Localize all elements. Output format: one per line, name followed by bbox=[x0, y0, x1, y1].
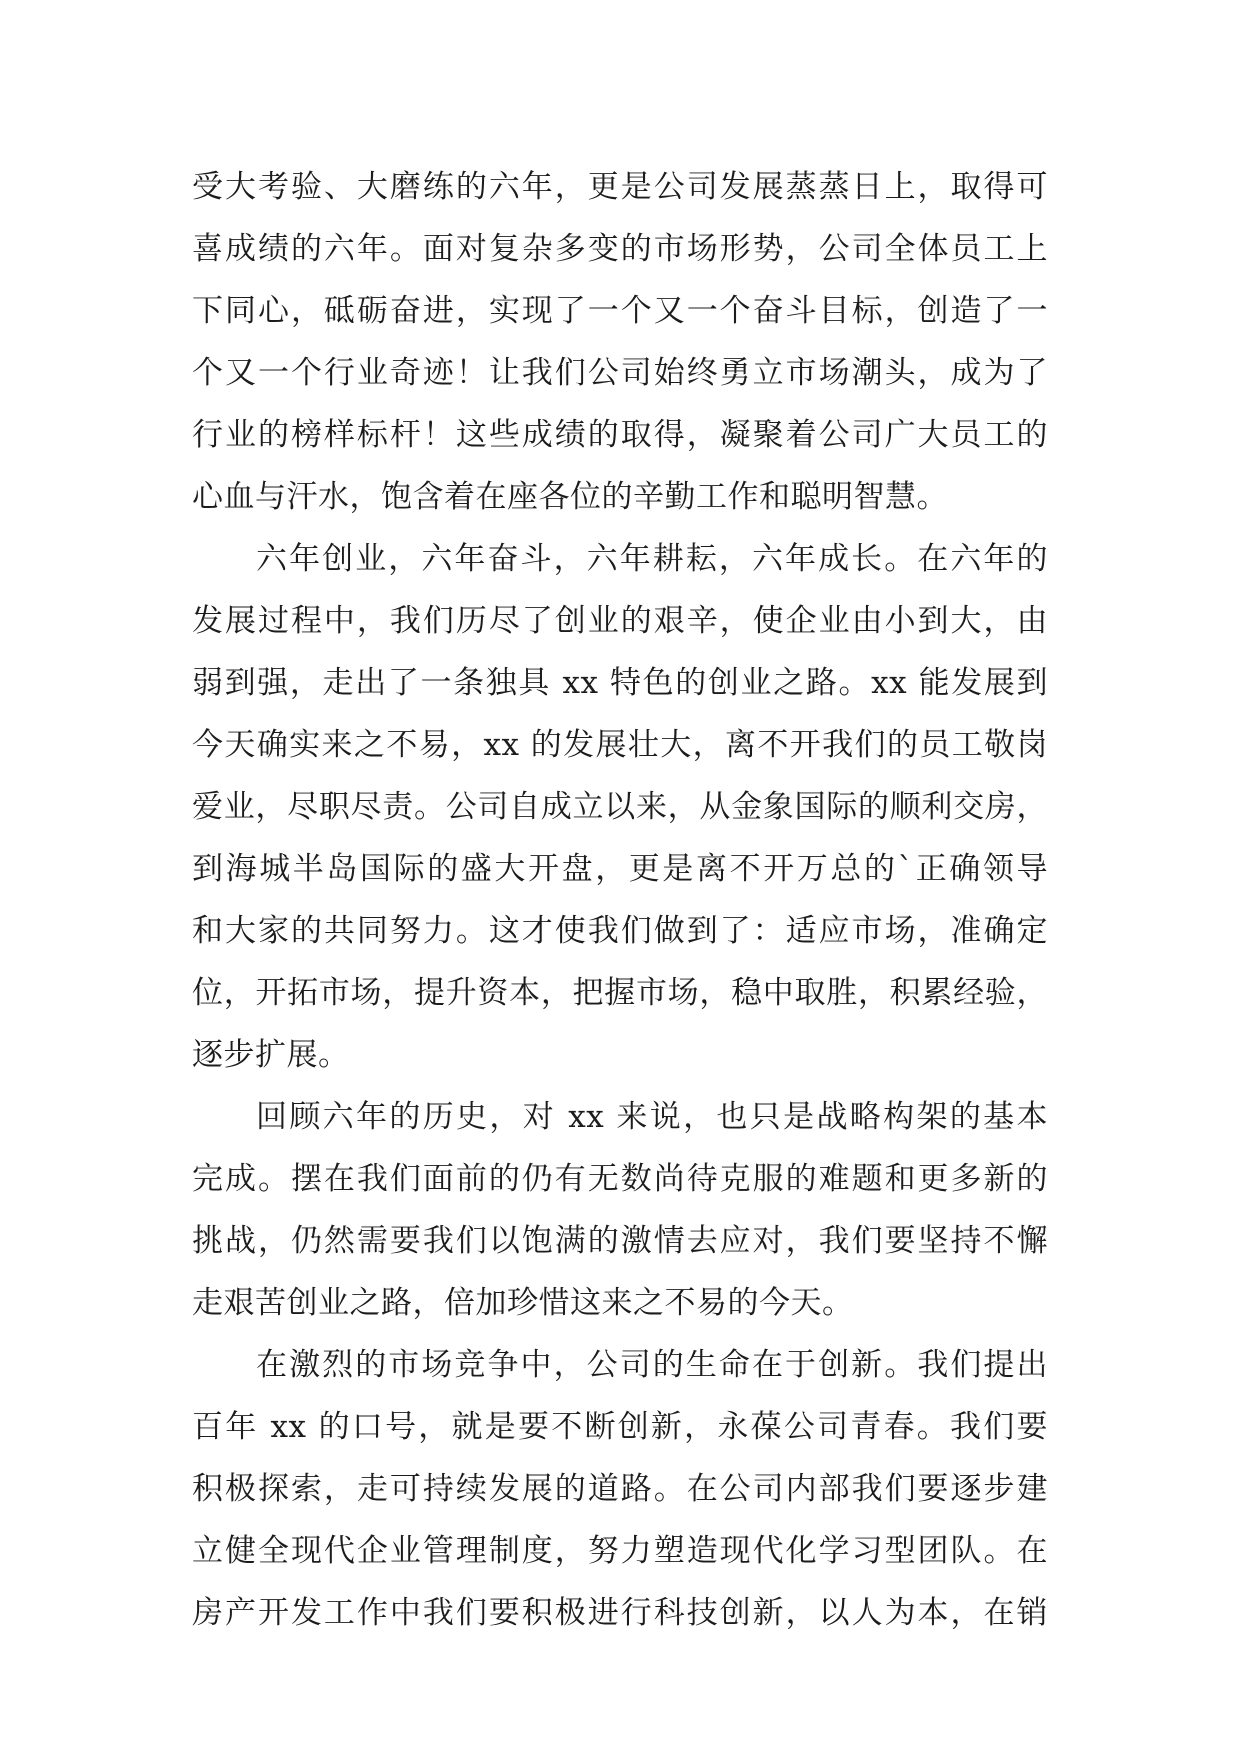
text-line: 受大考验、大磨练的六年，更是公司发展蒸蒸日上，取得可 bbox=[192, 169, 1048, 205]
text-line: 今天确实来之不易，xx 的发展壮大，离不开我们的员工敬岗 bbox=[192, 727, 1048, 763]
text-line: 挑战，仍然需要我们以饱满的激情去应对，我们要坚持不懈 bbox=[192, 1223, 1048, 1259]
text-line: 弱到强，走出了一条独具 xx 特色的创业之路。xx 能发展到 bbox=[192, 665, 1048, 701]
text-line: 和大家的共同努力。这才使我们做到了：适应市场，准确定 bbox=[192, 913, 1048, 949]
text-line: 到海城半岛国际的盛大开盘，更是离不开万总的`正确领导 bbox=[192, 851, 1048, 887]
text-line: 立健全现代企业管理制度，努力塑造现代化学习型团队。在 bbox=[192, 1533, 1048, 1569]
text-line: 六年创业，六年奋斗，六年耕耘，六年成长。在六年的 bbox=[256, 541, 1048, 577]
text-line: 在激烈的市场竞争中，公司的生命在于创新。我们提出 bbox=[256, 1347, 1048, 1383]
text-line: 爱业，尽职尽责。公司自成立以来，从金象国际的顺利交房， bbox=[192, 789, 1048, 825]
text-line: 逐步扩展。 bbox=[192, 1037, 350, 1073]
text-line: 个又一个行业奇迹！让我们公司始终勇立市场潮头，成为了 bbox=[192, 355, 1048, 391]
text-line: 完成。摆在我们面前的仍有无数尚待克服的难题和更多新的 bbox=[192, 1161, 1048, 1197]
text-line: 下同心，砥砺奋进，实现了一个又一个奋斗目标，创造了一 bbox=[192, 293, 1048, 329]
document-page bbox=[192, 156, 1048, 1644]
text-line: 位，开拓市场，提升资本，把握市场，稳中取胜，积累经验， bbox=[192, 975, 1048, 1011]
text-line: 喜成绩的六年。面对复杂多变的市场形势，公司全体员工上 bbox=[192, 231, 1048, 267]
paragraph-1 bbox=[192, 156, 1048, 528]
paragraph-3 bbox=[192, 1086, 1048, 1334]
text-line: 积极探索，走可持续发展的道路。在公司内部我们要逐步建 bbox=[192, 1471, 1048, 1507]
text-line: 走艰苦创业之路，倍加珍惜这来之不易的今天。 bbox=[192, 1285, 854, 1321]
text-line: 发展过程中，我们历尽了创业的艰辛，使企业由小到大，由 bbox=[192, 603, 1048, 639]
text-line: 行业的榜样标杆！这些成绩的取得，凝聚着公司广大员工的 bbox=[192, 417, 1048, 453]
text-line: 房产开发工作中我们要积极进行科技创新，以人为本，在销 bbox=[192, 1595, 1048, 1631]
paragraph-2 bbox=[192, 528, 1048, 1086]
text-line: 回顾六年的历史，对 xx 来说，也只是战略构架的基本 bbox=[256, 1099, 1048, 1135]
paragraph-4 bbox=[192, 1334, 1048, 1644]
text-line: 心血与汗水，饱含着在座各位的辛勤工作和聪明智慧。 bbox=[192, 479, 948, 515]
text-line: 百年 xx 的口号，就是要不断创新，永葆公司青春。我们要 bbox=[192, 1409, 1048, 1445]
